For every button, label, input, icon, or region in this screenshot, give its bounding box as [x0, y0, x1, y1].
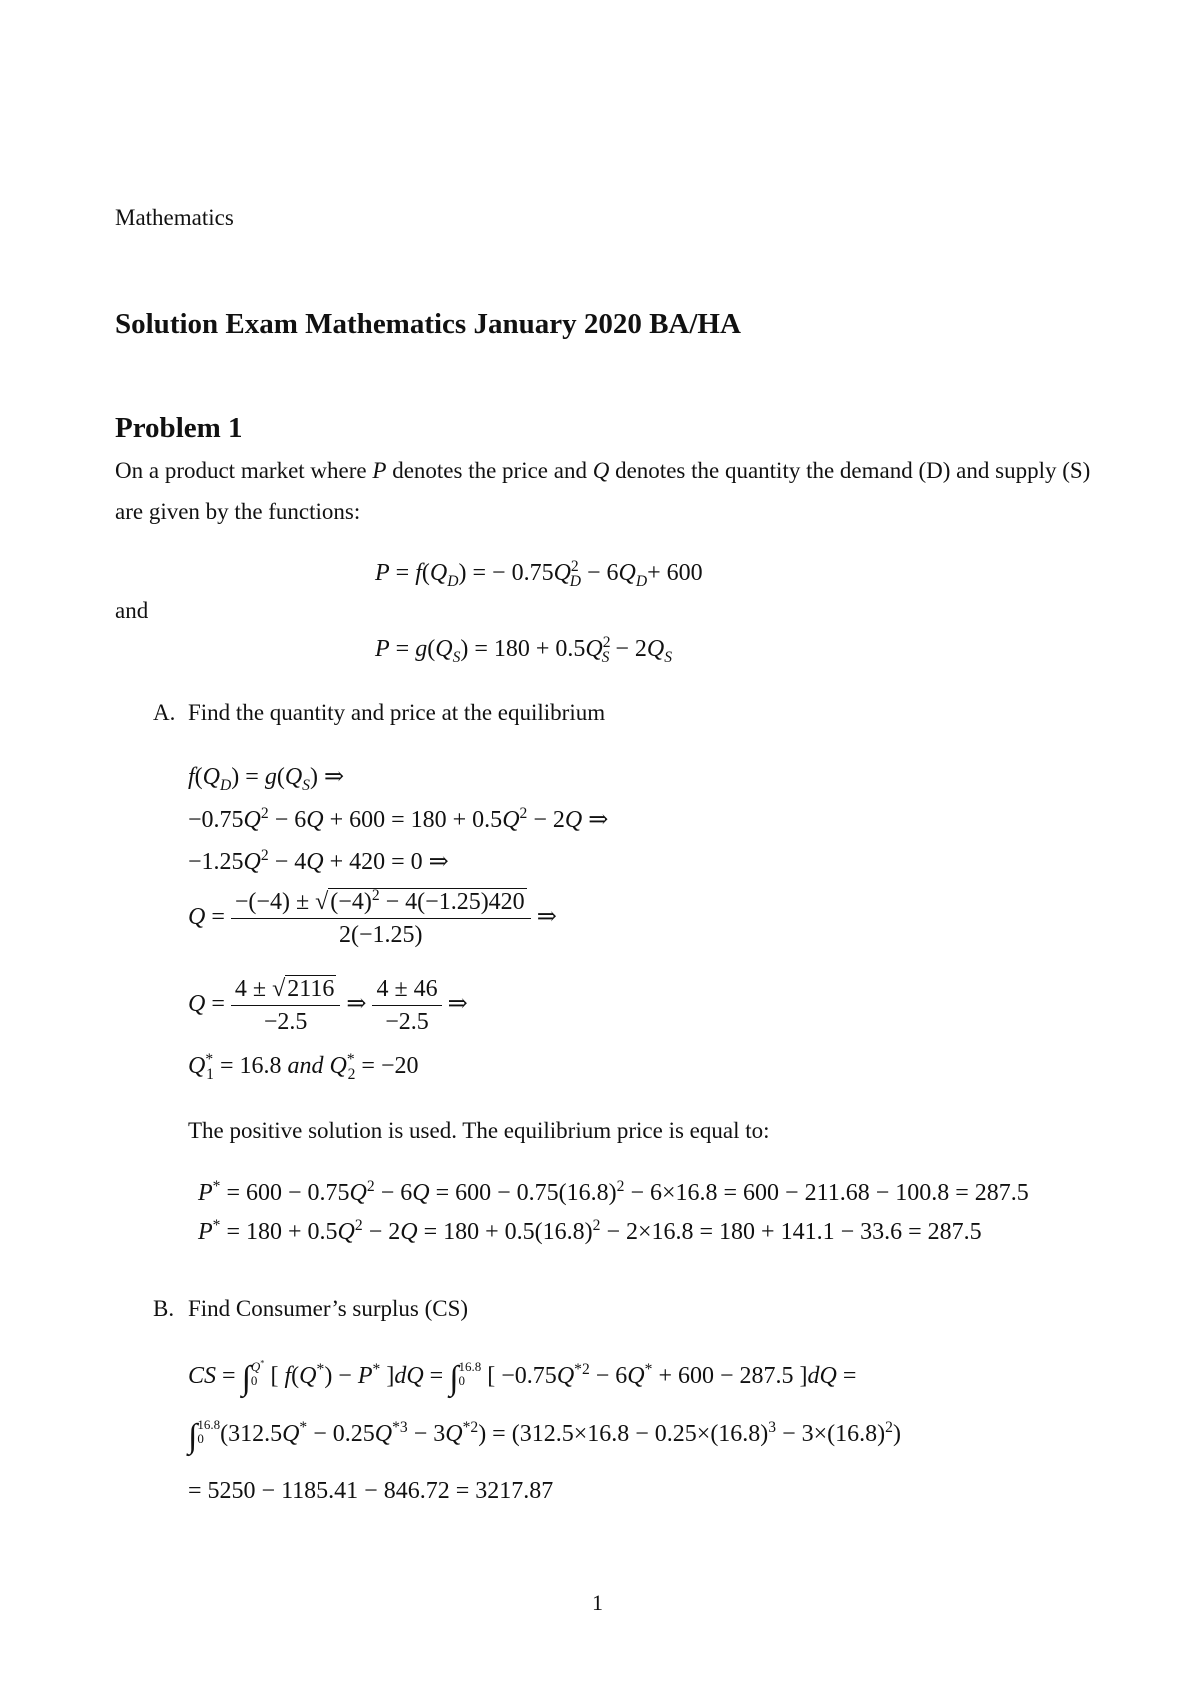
part-a-label: A.: [153, 700, 176, 725]
equilibrium-price-demand: $P^* = 600 - 0.75Q^2 - 6Q = 600 - 0.75(16.8)^2 - 6\times 16.8 = 600 - 211.68 - 100.8 = 287.5$: [198, 1178, 1029, 1206]
demand-equation: $P = f(Q_D)$ = − $0.75Q^2_D - 6Q_D+ 600$: [375, 558, 703, 590]
quadratic-formula: Q = $\frac{-(-4) \pm √(-4)^2 - 4(-1.25)420}{2(-1.25)}$ ⇒: [188, 887, 557, 948]
consumer-surplus-antiderivative: ∫16.8 0 $(312.5Q^* - 0.25Q^{*3} - 3Q^{*2}) = (312.5\times 16.8 - 0.25\times(16.8)^3 - 3\times(16.8)^2)$: [188, 1417, 901, 1455]
quadratic-simplified: Q = $\frac{4 \pm √2116}{-2.5}$ ⇒ $\frac{4 \pm 46}{-2.5}$ ⇒: [188, 975, 468, 1035]
consumer-surplus-result: = 5250 − 1185.41 − 846.72 = 3217.87: [188, 1478, 554, 1504]
running-header: Mathematics: [115, 205, 234, 230]
quadratic-roots: $Q^*_1 = 16.8$ and $Q^*_2 = -20$: [188, 1051, 419, 1083]
equilibrium-condition: $f(Q_D) = g(Q_S)$ ⇒: [188, 764, 345, 794]
part-b-question: Find Consumer’s surplus (CS): [188, 1296, 469, 1321]
and-connector: and: [115, 598, 149, 623]
page-number: 1: [592, 1590, 603, 1615]
document-title: Solution Exam Mathematics January 2020 BA/HA: [115, 308, 741, 340]
supply-equation: $P = g(Q_S) = 180 + 0.5Q^2_S - 2Q_S$: [375, 634, 673, 666]
part-a-question: Find the quantity and price at the equilibrium: [188, 700, 606, 725]
consumer-surplus-integral: CS = ∫Q* 0 [ f(Q*) − P* ]dQ = ∫16.8 0 [ $-0.75Q^{*2} - 6Q^* + 600 - 287.5$ ]dQ =: [188, 1357, 857, 1397]
equation-step-1: $-0.75Q^2 - 6Q + 600 = 180 + 0.5Q^2 - 2Q$ ⇒: [188, 805, 609, 833]
problem-intro: On a product market where P denotes the price and Q denotes the quantity the demand (D) and supply (S) are given by the functions:: [115, 458, 1091, 524]
problem-heading: Problem 1: [115, 412, 243, 444]
equilibrium-price-supply: $P^* = 180 + 0.5Q^2 - 2Q = 180 + 0.5(16.8)^2 - 2\times 16.8 = 180 + 141.1 - 33.6 = 287.5$: [198, 1217, 982, 1245]
positive-solution-note: The positive solution is used. The equilibrium price is equal to:: [188, 1118, 770, 1143]
equation-step-2: $-1.25Q^2 - 4Q + 420 = 0$ ⇒: [188, 847, 449, 875]
part-b-label: B.: [153, 1296, 175, 1321]
